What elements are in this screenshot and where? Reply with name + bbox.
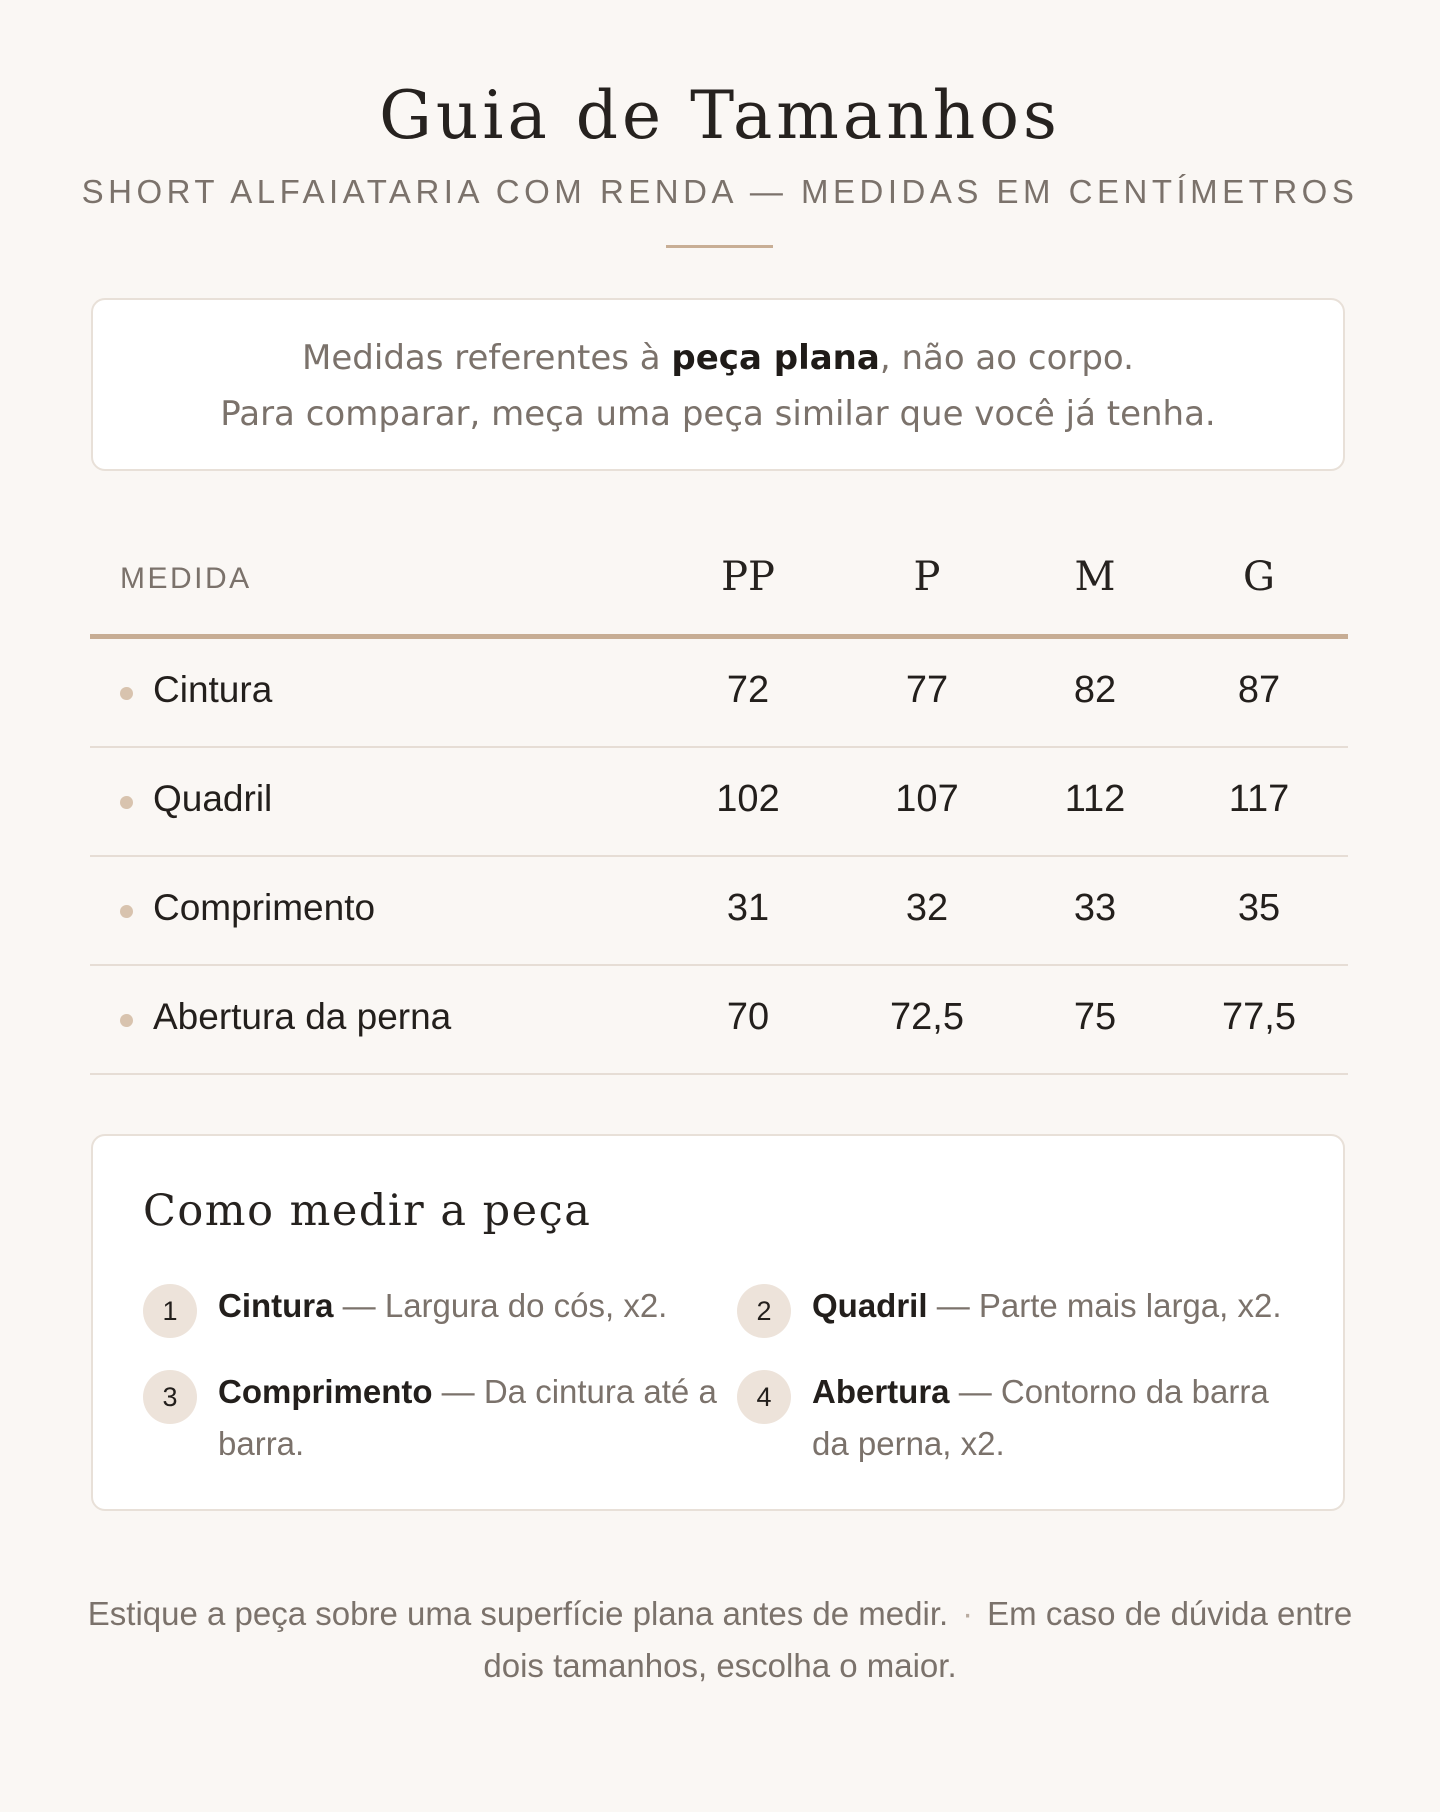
table-cell: 112: [1064, 778, 1126, 820]
step-description: — Largura do cós, x2.: [333, 1287, 668, 1324]
bullet-dot: [120, 1014, 133, 1027]
column-header-size: PP: [721, 554, 775, 600]
step-description: — Parte mais larga, x2.: [927, 1287, 1282, 1324]
step-description: — Contorno da barra da perna, x2.: [812, 1373, 1269, 1462]
table-row: [90, 639, 1348, 748]
step-text: [218, 1280, 718, 1332]
table-header: [90, 540, 1348, 639]
row-label: Comprimento: [153, 887, 376, 928]
table-cell: 75: [1073, 996, 1117, 1038]
step-number-badge: 2: [737, 1284, 791, 1338]
how-to-measure-title: Como medir a peça: [143, 1186, 592, 1236]
page-subtitle: SHORT ALFAIATARIA COM RENDA — MEDIDAS EM CENTÍMETROS: [81, 173, 1359, 210]
table-cell: 77,5: [1222, 996, 1296, 1038]
bullet-dot: [120, 687, 133, 700]
bullet-dot: [120, 796, 133, 809]
footer-part-2: Em caso de dúvida entre dois tamanhos, escolha o maior.: [483, 1595, 1353, 1684]
step-text: [218, 1366, 718, 1470]
table-cell: 31: [726, 887, 770, 929]
table-cell: 70: [726, 996, 770, 1038]
step-term: Quadril: [812, 1287, 928, 1324]
step-text: [812, 1280, 1312, 1332]
step-description: — Da cintura até a barra.: [218, 1373, 717, 1462]
column-header-size: G: [1243, 554, 1275, 600]
step-number-badge: 1: [143, 1284, 197, 1338]
footer-part-1: Estique a peça sobre uma superfície plana antes de medir.: [87, 1595, 949, 1632]
table-cell: 33: [1073, 887, 1117, 929]
step-number-badge: 4: [737, 1370, 791, 1424]
step-text: [812, 1366, 1312, 1470]
table-cell: 77: [905, 669, 949, 711]
step-term: Comprimento: [218, 1373, 433, 1410]
note-line-1: Medidas referentes à peça plana, não ao corpo.: [302, 338, 1134, 378]
row-label: Abertura da perna: [153, 996, 452, 1037]
note-emphasis: peça plana: [671, 338, 880, 378]
row-label: Quadril: [153, 778, 273, 819]
table-row: [90, 748, 1348, 857]
title-divider: [666, 245, 773, 248]
table-cell: 82: [1073, 669, 1117, 711]
note-line-2: Para comparar, meça uma peça similar que você já tenha.: [220, 394, 1216, 434]
measurement-note: [91, 298, 1345, 471]
table-cell: 72,5: [890, 996, 964, 1038]
step-term: Abertura: [812, 1373, 950, 1410]
column-header-size: P: [913, 554, 941, 600]
table-cell: 32: [905, 887, 949, 929]
step-term: Cintura: [218, 1287, 334, 1324]
table-cell: 102: [716, 778, 780, 820]
table-cell: 72: [726, 669, 770, 711]
footer-note: [80, 1588, 1360, 1692]
table-row: [90, 966, 1348, 1075]
step-number-badge: 3: [143, 1370, 197, 1424]
table-cell: 35: [1237, 887, 1281, 929]
footer-separator: ·: [962, 1595, 974, 1632]
column-header-size: M: [1074, 554, 1116, 600]
row-label: Cintura: [153, 669, 273, 710]
size-table: [90, 540, 1348, 1075]
table-cell: 117: [1228, 778, 1290, 820]
column-header-measure: MEDIDA: [120, 562, 252, 595]
how-to-measure-card: [91, 1134, 1345, 1511]
table-row: [90, 857, 1348, 966]
page-title: Guia de Tamanhos: [379, 77, 1061, 154]
table-cell: 107: [895, 778, 959, 820]
table-cell: 87: [1237, 669, 1281, 711]
bullet-dot: [120, 905, 133, 918]
